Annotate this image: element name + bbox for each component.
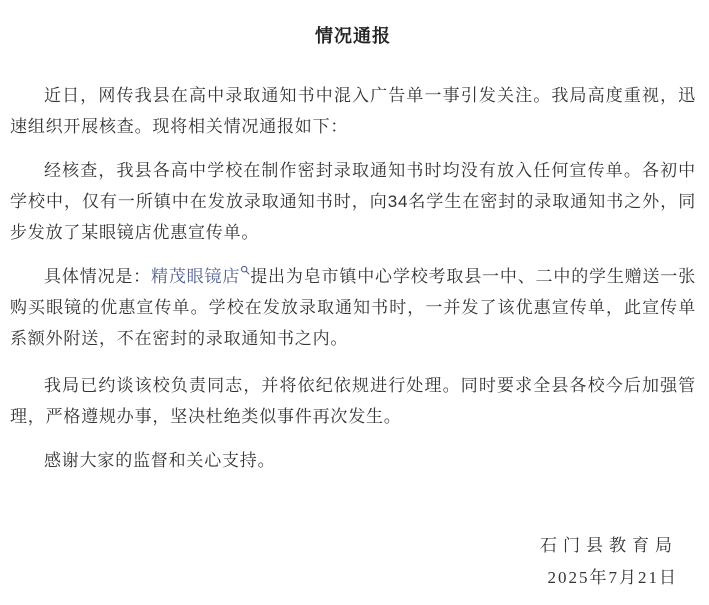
issue-date: 2025年7月21日 xyxy=(547,568,678,587)
notice-paragraph-2: 经核查，我县各高中学校在制作密封录取通知书时均没有放入任何宣传单。各初中学校中，仅有一所镇中在发放录取通知书时，向34名学生在密封的录取通知书之外，同步发放了某眼镜店优惠宣传单。 xyxy=(10,161,696,242)
search-icon xyxy=(240,265,250,275)
notice-paragraph-4: 我局已约谈该校负责同志，并将依纪依规进行处理。同时要求全县各校今后加强管理，严格遵规办事，坚决杜绝类似事件再次发生。 xyxy=(10,376,696,426)
issuer-signature: 石门县教育局 xyxy=(540,536,678,555)
paragraph-3-suffix: 提出为皂市镇中心学校考取县一中、二中的学生赠送一张购买眼镜的优惠宣传单。学校在发放录取通知书时，一并发了该优惠宣传单，此宣传单系额外附送，不在密封的录取通知书之内。 xyxy=(10,267,696,348)
notice-paragraph-3 xyxy=(10,261,696,354)
notice-paragraph-5: 感谢大家的监督和关心支持。 xyxy=(44,451,276,470)
paragraph-3-prefix: 具体情况是： xyxy=(44,267,151,286)
signature-block xyxy=(10,530,696,594)
notice-paragraph-1: 近日，网传我县在高中录取通知书中混入广告单一事引发关注。我局高度重视，迅速组织开展核查。现将相关情况通报如下： xyxy=(10,86,696,136)
notice-title: 情况通报 xyxy=(315,26,391,46)
store-search-link[interactable] xyxy=(151,267,250,286)
store-link-label: 精茂眼镜店 xyxy=(151,267,241,286)
